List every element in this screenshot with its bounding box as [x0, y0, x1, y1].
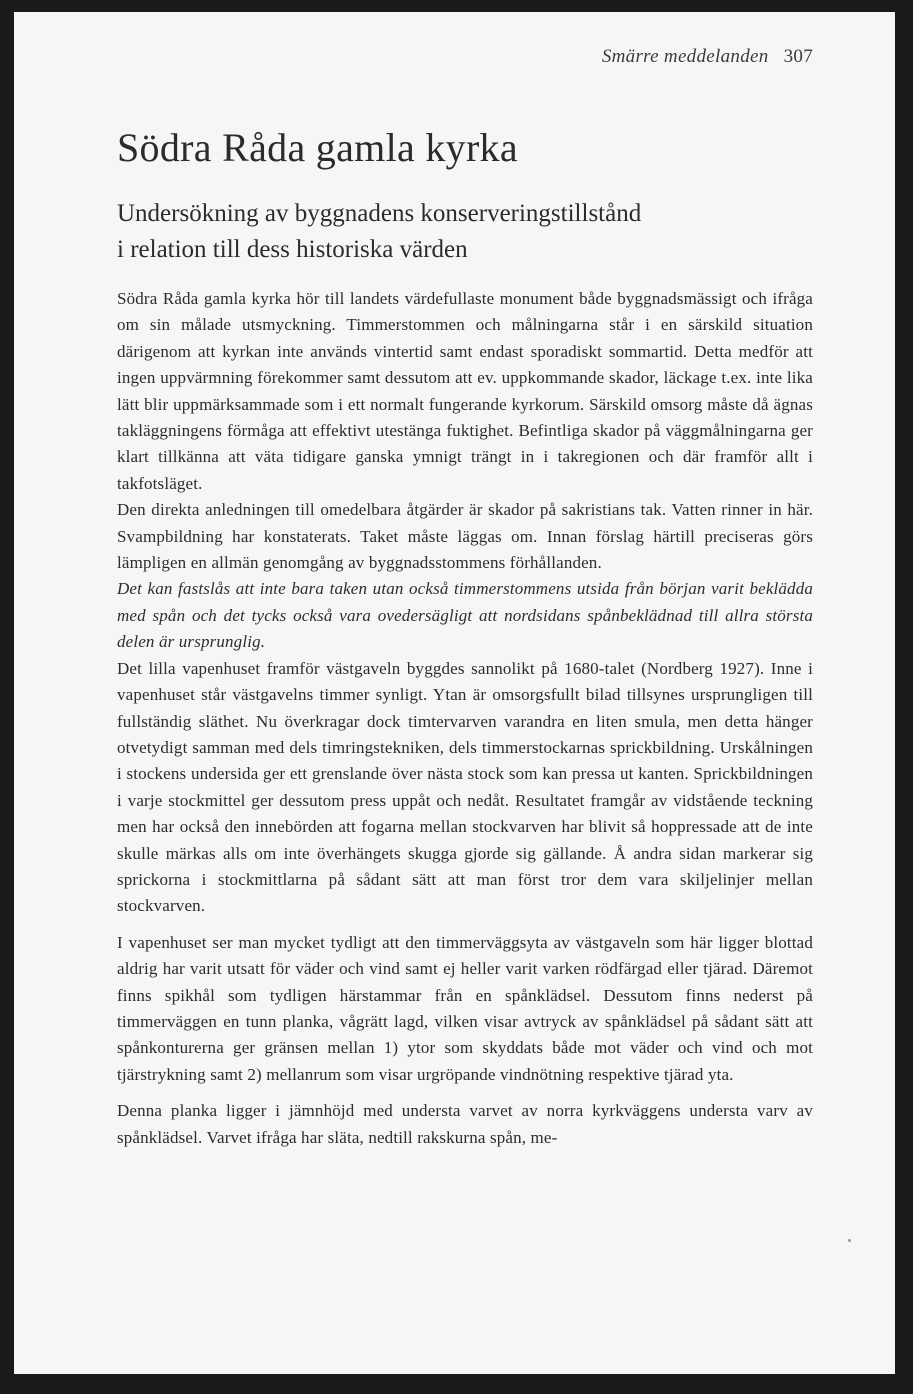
paragraph-4: Det lilla vapenhuset framför västgaveln byggdes sannolikt på 1680-talet (Nordberg 1927). Inne i vapenhuset står västgavelns timmer synligt. Ytan är omsorgsfullt bilad tillsynes ursprungligen till fullständig släthet. Nu överkragar dock timtervarven varandra en liten smula, men detta hänger otvetydigt samman med dels timringstekniken, dels timmerstockarnas sprickbildning. Urskålningen i stockens undersida ger ett grenslande över nästa stock som kan pressa ut kanten. Sprickbildningen i varje stockmittel ger dessutom press uppåt och nedåt. Resultatet framgår av vidstående teckning men har också den innebörden att fogarna mellan stockvarven har blivit så hoppressade att de inte skulle märkas alls om inte överhängets skugga gjorde sig gällande. Å andra sidan markerar sig sprickorna i stockmittlarna på sådant sätt att man först tror dem vara skiljelinjer mellan stockvarven.: [117, 658, 813, 916]
article-body: [117, 286, 813, 1151]
paragraph-6: Denna planka ligger i jämnhöjd med understa varvet av norra kyrkväggens understa varv av spånklädsel. Varvet ifråga har släta, nedtill rakskurna spån, me-: [117, 1101, 813, 1147]
paragraph-1: Södra Råda gamla kyrka hör till landets värdefullaste monument både byggnadsmässigt och ifråga om sin målade utsmyckning. Timmerstommen och målningarna står i en särskild situation därigenom att kyrkan inte används vintertid samt endast sporadiskt sommartid. Detta medför att ingen uppvärmning förekommer samt dessutom att ev. uppkommande skador, läckage t.ex. inte lika lätt blir uppmärksammade som i ett normalt fungerande kyrkorum. Särskild omsorg måste då ägnas takläggningens förmåga att effektivt utestänga fuktighet. Befintliga skador på väggmålningarna ger klart tillkänna att väta tidigare ganska ymnigt trängt in i takregionen och där framför allt i takfotsläget.: [117, 289, 813, 493]
running-header-section: Smärre meddelanden: [601, 46, 769, 67]
article-subtitle: [117, 196, 641, 268]
paragraph-2: Den direkta anledningen till omedelbara åtgärder är skador på sakristians tak. Vatten rinner in här. Svampbildning har konstaterats. Taket måste läggas om. Innan förslag härtill preciseras görs lämpligen en allmän genomgång av byggnadsstommens förhållanden.: [117, 500, 813, 573]
page-number: 307: [783, 46, 813, 67]
scan-speck: [848, 1239, 851, 1242]
article-title: Södra Råda gamla kyrka: [117, 125, 518, 170]
paragraph-3-italic: Det kan fastslås att inte bara taken utan också timmerstommens utsida från början varit beklädda med spån och det tycks också vara ovedersägligt att nordsidans spånbeklädnad till allra största delen är ursprunglig.: [117, 579, 813, 652]
subtitle-line-1: Undersökning av byggnadens konserveringstillstånd: [117, 200, 642, 227]
running-header: [602, 46, 813, 68]
paragraph-5: I vapenhuset ser man mycket tydligt att den timmerväggsyta av västgaveln som här ligger blottad aldrig har varit utsatt för väder och vind samt ej heller varit varken rödfärgad eller tjärad. Däremot finns spikhål som tydligen härstammar från en spånklädsel. Dessutom finns nederst på timmerväggen en tunn planka, vågrätt lagd, vilken visar avtryck av spånklädsel på sådant sätt att spånkonturerna ger gränsen mellan 1) ytor som skyddats både mot väder och vind och mot tjärstrykning samt 2) mellanrum som visar urgröpande vindnötning respektive tjärad yta.: [117, 932, 813, 1084]
subtitle-line-2: i relation till dess historiska värden: [117, 236, 468, 263]
